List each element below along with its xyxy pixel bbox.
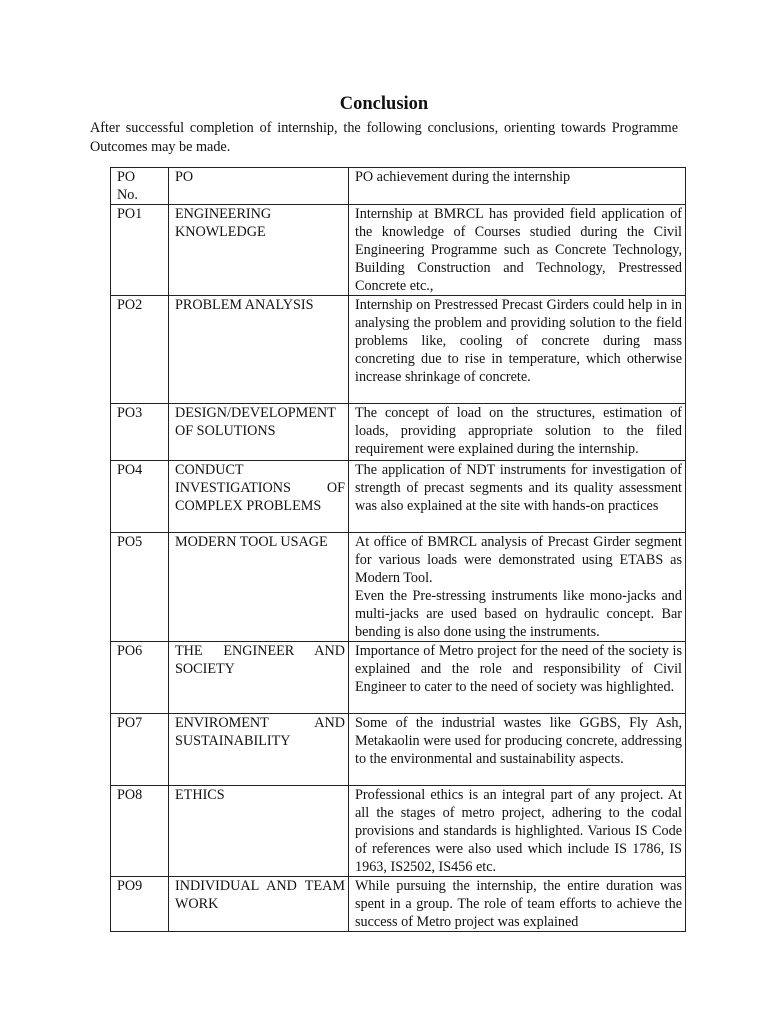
po-number: PO8 xyxy=(111,786,169,877)
po-name: ENGINEERING KNOWLEDGE xyxy=(169,205,349,296)
achievement-text: While pursuing the internship, the entire duration was spent in a group. The role of team efforts to achieve the success of Metro project was explained xyxy=(355,878,682,930)
intro-paragraph: After successful completion of internship, the following conclusions, orienting towards Programme Outcomes may be made. xyxy=(90,120,678,155)
header-po-no-line1: PO xyxy=(117,169,136,185)
achievement-text: Internship on Prestressed Precast Girders could help in in analysing the problem and providing solution to the field problems like, cooling of concrete during mass concreting due to rise in temperature, which otherwise increase shrinkage of concrete. xyxy=(355,297,682,385)
achievement-text: Even the Pre-stressing instruments like mono-jacks and multi-jacks are used based on hydraulic concept. Bar bending is also done using the instruments. xyxy=(355,588,682,640)
po-achievement xyxy=(349,786,686,877)
po-number: PO4 xyxy=(111,461,169,533)
table-row xyxy=(111,533,686,642)
po-name: CONDUCT INVESTIGATIONS OF COMPLEX PROBLEMS xyxy=(169,461,349,533)
achievement-text: At office of BMRCL analysis of Precast Girder segment for various loads were demonstrated using ETABS as Modern Tool. xyxy=(355,534,682,586)
po-achievement xyxy=(349,205,686,296)
header-po-no-line2: No. xyxy=(117,187,138,203)
po-name: MODERN TOOL USAGE xyxy=(169,533,349,642)
header-po-no xyxy=(111,168,169,205)
po-number: PO3 xyxy=(111,404,169,461)
po-name: ENVIROMENT AND SUSTAINABILITY xyxy=(169,714,349,786)
po-achievement xyxy=(349,296,686,404)
achievement-text: The concept of load on the structures, estimation of loads, providing appropriate solution to the filed requirement were explained during the internship. xyxy=(355,405,682,457)
achievement-text: The application of NDT instruments for investigation of strength of precast segments and its quality assessment was also explained at the site with hands-on practices xyxy=(355,462,682,514)
table-row xyxy=(111,877,686,932)
table-row xyxy=(111,296,686,404)
table-header-row xyxy=(111,168,686,205)
po-name: INDIVIDUAL AND TEAM WORK xyxy=(169,877,349,932)
po-achievement xyxy=(349,877,686,932)
po-name: PROBLEM ANALYSIS xyxy=(169,296,349,404)
achievement-text: Professional ethics is an integral part of any project. At all the stages of metro project, adhering to the codal provisions and standards is highlighted. Various IS Code of references were also used which include IS 1786, IS 1963, IS2502, IS456 etc. xyxy=(355,787,682,875)
table-row xyxy=(111,205,686,296)
po-name: THE ENGINEER AND SOCIETY xyxy=(169,642,349,714)
table-row xyxy=(111,786,686,877)
table-row xyxy=(111,642,686,714)
po-achievement xyxy=(349,404,686,461)
po-achievement xyxy=(349,714,686,786)
achievement-text: Internship at BMRCL has provided field application of the knowledge of Courses studied during the Civil Engineering Programme such as Concrete Technology, Building Construction and Technology, Prestressed Concrete etc., xyxy=(355,206,682,294)
po-name: ETHICS xyxy=(169,786,349,877)
po-number: PO7 xyxy=(111,714,169,786)
achievement-text: Importance of Metro project for the need of the society is explained and the role and responsibility of Civil Engineer to cater to the need of society was highlighted. xyxy=(355,643,682,695)
po-number: PO6 xyxy=(111,642,169,714)
header-achievement: PO achievement during the internship xyxy=(349,168,686,205)
po-number: PO2 xyxy=(111,296,169,404)
po-number: PO1 xyxy=(111,205,169,296)
achievement-text: Some of the industrial wastes like GGBS, Fly Ash, Metakaolin were used for producing concrete, addressing to the environmental and sustainability aspects. xyxy=(355,715,682,767)
po-table xyxy=(110,167,686,932)
page-title: Conclusion xyxy=(339,94,429,114)
po-achievement xyxy=(349,461,686,533)
table-row xyxy=(111,714,686,786)
po-achievement xyxy=(349,642,686,714)
po-number: PO9 xyxy=(111,877,169,932)
po-achievement xyxy=(349,533,686,642)
po-number: PO5 xyxy=(111,533,169,642)
po-name: DESIGN/DEVELOPMENT OF SOLUTIONS xyxy=(169,404,349,461)
header-po: PO xyxy=(169,168,349,205)
table-row xyxy=(111,404,686,461)
table-row xyxy=(111,461,686,533)
